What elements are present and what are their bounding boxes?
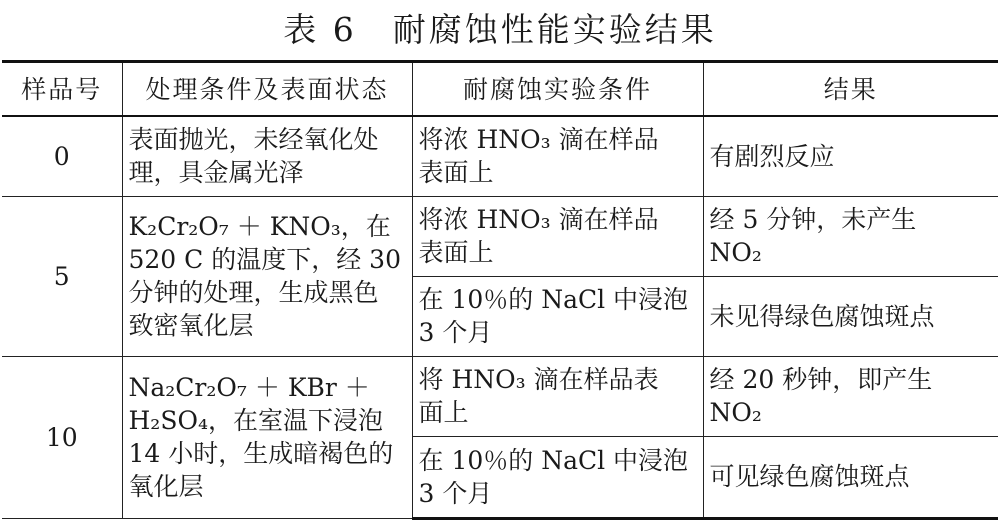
table-row — [2, 116, 998, 196]
table-title: 表 6 耐腐蚀性能实验结果 — [283, 10, 717, 49]
condition-line: 在 10％的 NaCl 中浸泡 — [418, 445, 689, 475]
condition-line: 表面上 — [418, 238, 494, 267]
condition-line: 表面上 — [418, 158, 494, 188]
sample-number: 0 — [2, 116, 122, 196]
condition-line: 将浓 HNO₃ 滴在样品 — [418, 205, 659, 234]
result-line: 经 5 分钟，未产生 — [709, 205, 917, 234]
result-cell — [703, 356, 998, 436]
table-row — [2, 196, 998, 276]
condition-line: 将 HNO₃ 滴在样品表 — [418, 365, 659, 394]
condition-line: 面上 — [418, 398, 469, 427]
condition-line: 将浓 HNO₃ 滴在样品 — [418, 125, 659, 155]
result-line: 经 20 秒钟，即产生 — [709, 365, 933, 394]
header-treatment: 处理条件及表面状态 — [122, 62, 412, 117]
table-row — [2, 356, 998, 436]
treatment-cell — [122, 196, 412, 356]
treatment-line: 分钟的处理，生成黑色 — [128, 278, 379, 307]
condition-line: 3 个月 — [418, 478, 493, 508]
result-cell — [703, 436, 998, 518]
result-line: 有剧烈反应 — [709, 141, 835, 171]
test-condition-cell — [412, 436, 703, 518]
treatment-line: Na₂Cr₂O₇ ＋ KBr ＋ — [128, 373, 370, 402]
test-condition-cell — [412, 276, 703, 356]
treatment-cell — [122, 116, 412, 196]
result-cell — [703, 276, 998, 356]
result-cell — [703, 196, 998, 276]
treatment-line: 表面抛光，未经氧化处 — [128, 125, 379, 155]
result-line: NO₂ — [709, 398, 762, 427]
treatment-cell — [122, 356, 412, 518]
treatment-line: 520 C 的温度下，经 30 — [128, 245, 401, 274]
treatment-line: 氧化层 — [128, 472, 204, 501]
treatment-line: H₂SO₄，在室温下浸泡 — [128, 406, 383, 435]
result-line: 可见绿色腐蚀斑点 — [709, 462, 910, 491]
test-condition-cell — [412, 116, 703, 196]
corrosion-results-table — [2, 60, 998, 520]
condition-line: 3 个月 — [418, 318, 493, 347]
condition-line: 在 10％的 NaCl 中浸泡 — [418, 285, 689, 314]
sample-number: 10 — [2, 356, 122, 518]
header-result: 结果 — [703, 62, 998, 117]
treatment-line: 致密氧化层 — [128, 311, 254, 340]
test-condition-cell — [412, 196, 703, 276]
treatment-line: 理，具金属光泽 — [128, 158, 304, 188]
header-sample: 样品号 — [2, 62, 122, 117]
sample-number: 5 — [2, 196, 122, 356]
header-test-condition: 耐腐蚀实验条件 — [412, 62, 703, 117]
treatment-line: K₂Cr₂O₇ ＋ KNO₃，在 — [128, 212, 391, 241]
treatment-line: 14 小时，生成暗褐色的 — [128, 439, 394, 468]
test-condition-cell — [412, 356, 703, 436]
result-line: NO₂ — [709, 238, 762, 267]
result-line: 未见得绿色腐蚀斑点 — [709, 301, 935, 331]
header-row — [2, 62, 998, 117]
result-cell — [703, 116, 998, 196]
